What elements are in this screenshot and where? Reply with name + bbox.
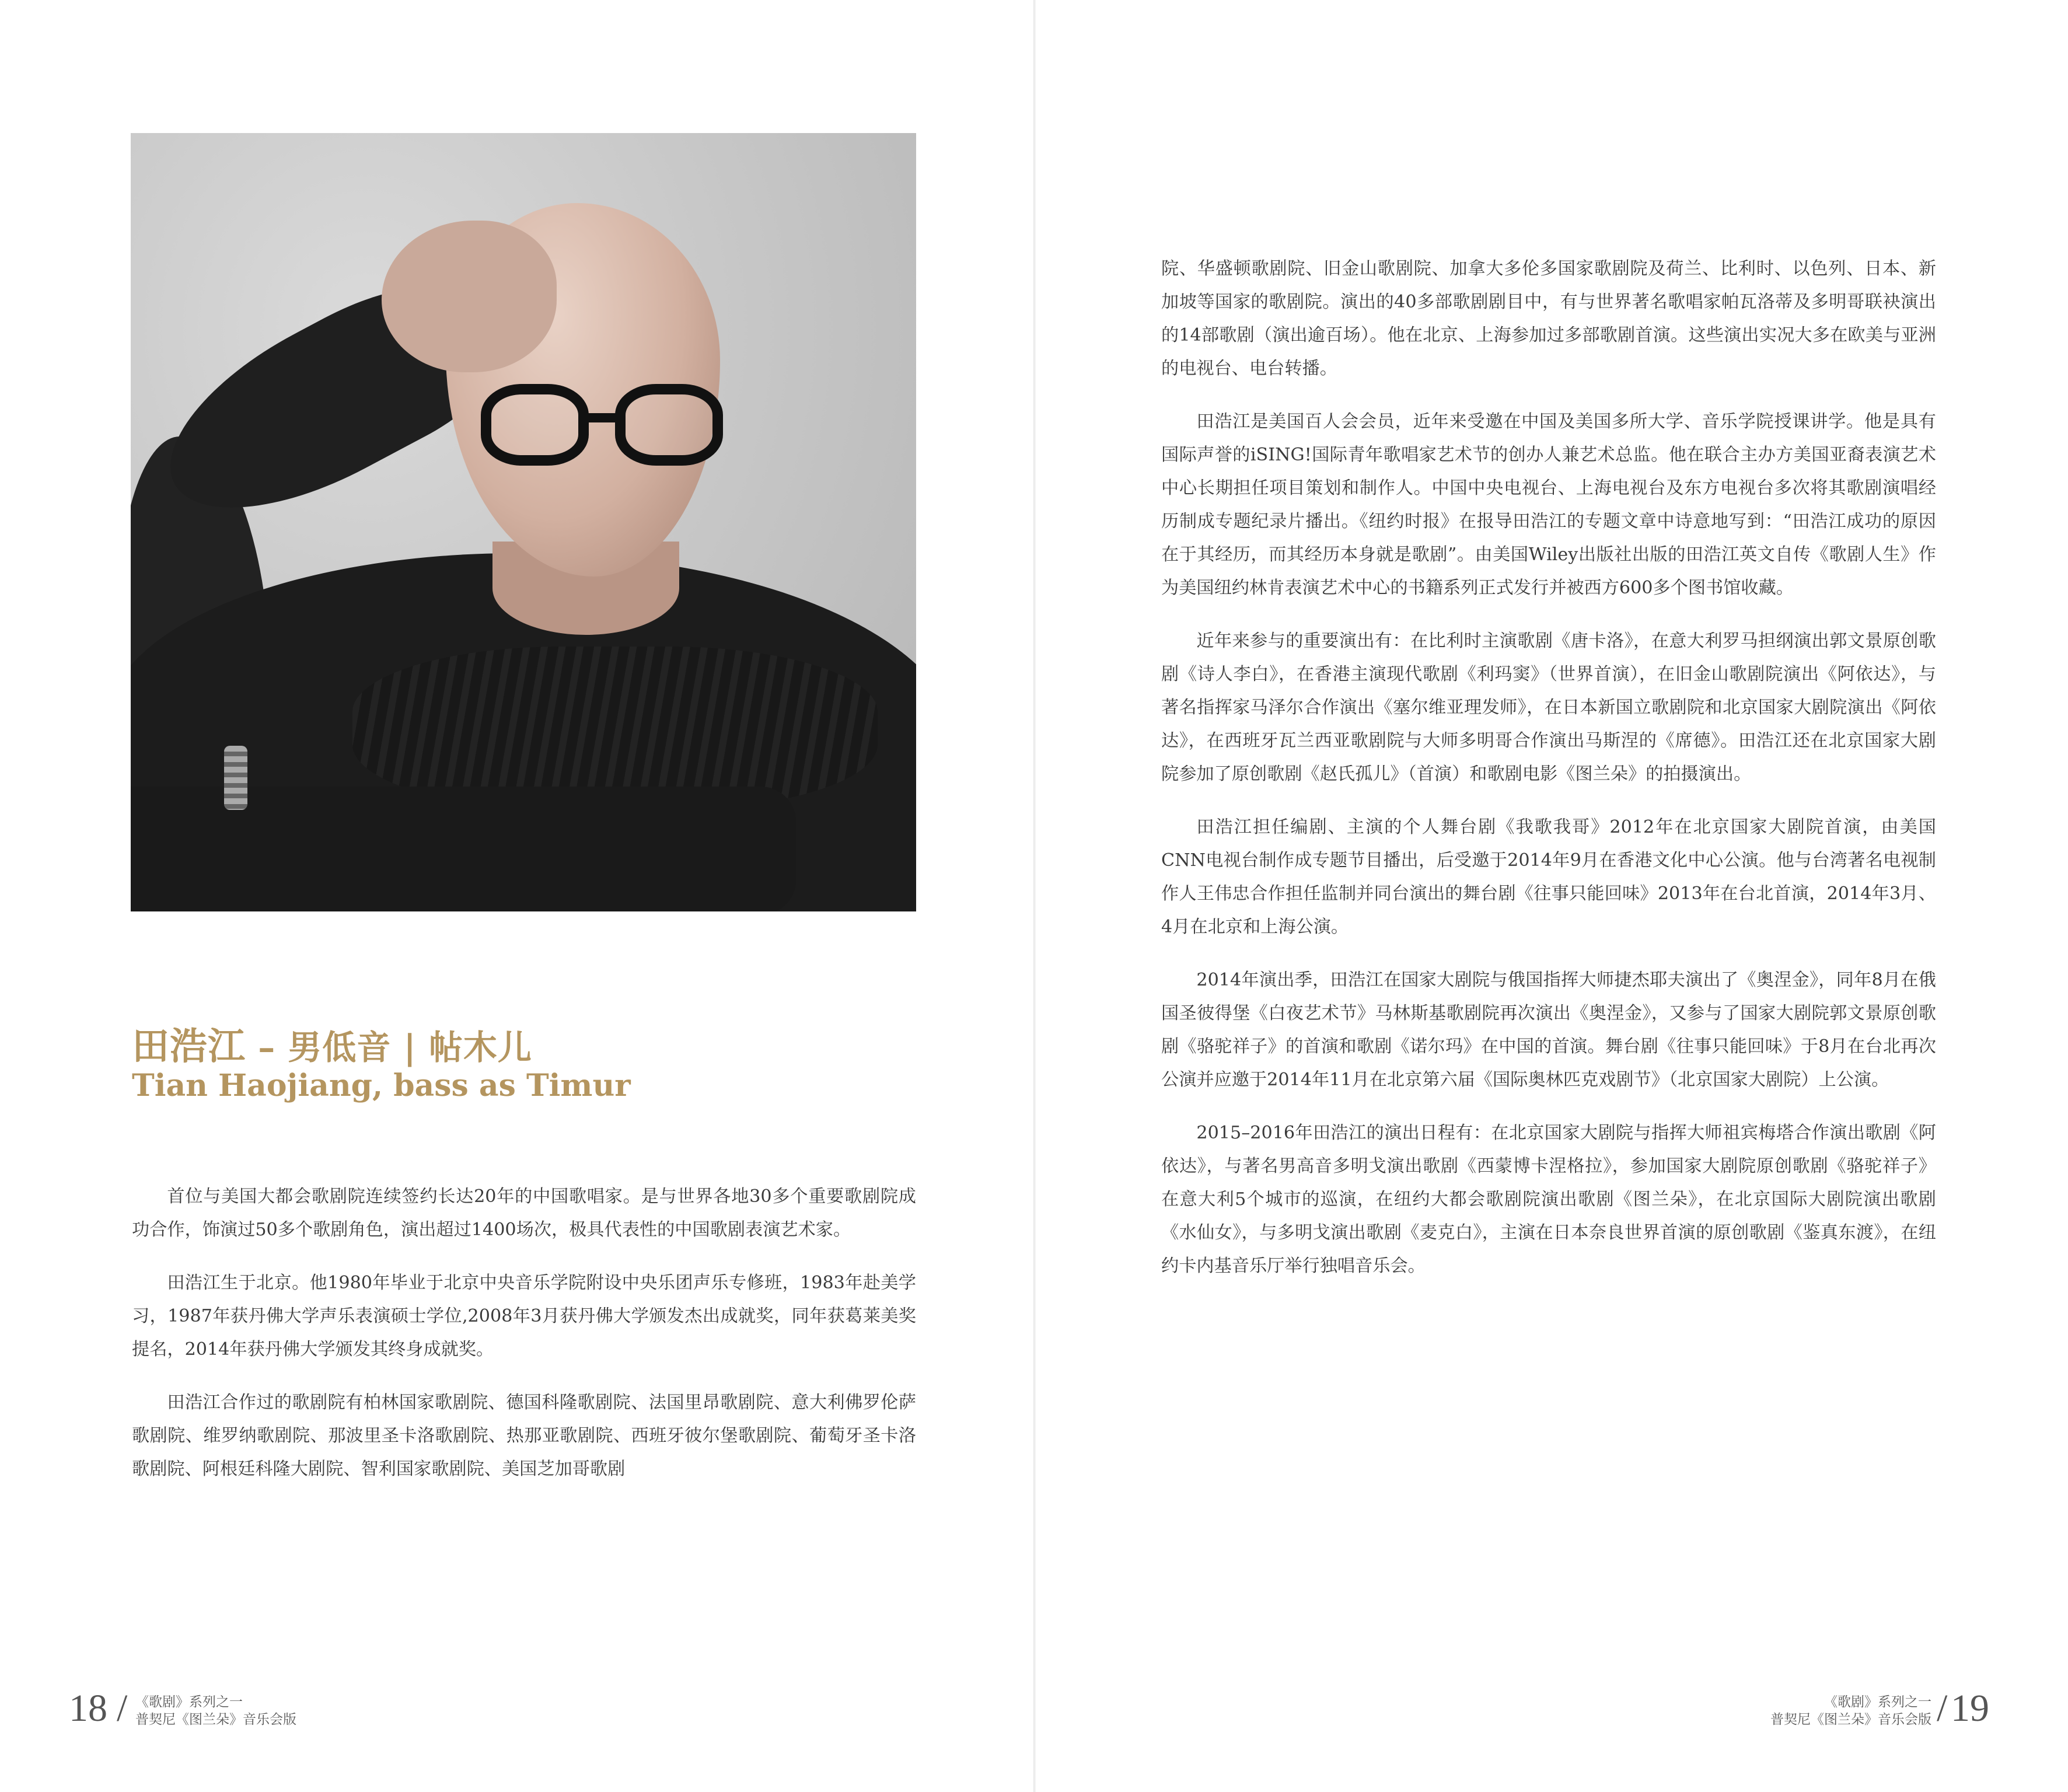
glasses-lens-right <box>615 384 723 466</box>
left-body-text <box>132 1180 916 1505</box>
paragraph: 首位与美国大都会歌剧院连续签约长达20年的中国歌唱家。是与世界各地30多个重要歌剧院成功合作，饰演过50多个歌剧角色，演出超过1400场次，极具代表性的中国歌剧表演艺术家。 <box>132 1186 916 1240</box>
paragraph: 近年来参与的重要演出有：在比利时主演歌剧《唐卡洛》，在意大利罗马担纲演出郭文景原创歌剧《诗人李白》，在香港主演现代歌剧《利玛窦》（世界首演），在旧金山歌剧院演出《阿依达》，与著名指挥家马泽尔合作演出《塞尔维亚理发师》，在日本新国立歌剧院和北京国家大剧院演出《阿依达》，在西班牙瓦兰西亚歌剧院与大师多明哥合作演出马斯涅的《席德》。田浩江还在北京国家大剧院参加了原创歌剧《赵氏孤儿》（首演）和歌剧电影《图兰朵》的拍摄演出。 <box>1161 631 1936 784</box>
footer-divider: / <box>117 1687 128 1730</box>
series-title: 《歌剧》系列之一 <box>1824 1695 1931 1710</box>
series-subtitle: 普契尼《图兰朵》音乐会版 <box>135 1712 296 1727</box>
paragraph: 田浩江是美国百人会会员，近年来受邀在中国及美国多所大学、音乐学院授课讲学。他是具有国际声誉的iSING!国际青年歌唱家艺术节的创办人兼艺术总监。他在联合主办方美国亚裔表演艺术中心长期担任项目策划和制作人。中国中央电视台、上海电视台及东方电视台多次将其歌剧演唱经历制成专题纪录片播出。《纽约时报》在报导田浩江的专题文章中诗意地写到：“田浩江成功的原因在于其经历，而其经历本身就是歌剧”。由美国Wiley出版社出版的田浩江英文自传《歌剧人生》作为美国纽约林肯表演艺术中心的书籍系列正式发行并被西方600多个图书馆收藏。 <box>1161 411 1936 598</box>
page-number: 18 <box>69 1687 107 1730</box>
photo-hand-shape <box>382 221 557 372</box>
artist-heading-cn <box>132 1016 532 1070</box>
artist-name-cn: 田浩江 <box>132 1025 246 1068</box>
series-subtitle: 普契尼《图兰朵》音乐会版 <box>1770 1712 1931 1727</box>
artist-heading-en: Tian Haojiang, bass as Timur <box>132 1068 631 1103</box>
paragraph: 2014年演出季，田浩江在国家大剧院与俄国指挥大师捷杰耶夫演出了《奥涅金》，同年8月在俄国圣彼得堡《白夜艺术节》马林斯基歌剧院再次演出《奥涅金》，又参与了国家大剧院郭文景原创歌剧《骆驼祥子》的首演和歌剧《诺尔玛》在中国的首演。舞台剧《往事只能回味》于8月在台北再次公演并应邀于2014年11月在北京第六届《国际奥林匹克戏剧节》（北京国家大剧院）上公演。 <box>1161 970 1936 1090</box>
artist-role-cn: – 男低音 | 帖木儿 <box>246 1028 532 1067</box>
paragraph: 田浩江合作过的歌剧院有柏林国家歌剧院、德国科隆歌剧院、法国里昂歌剧院、意大利佛罗伦萨歌剧院、维罗纳歌剧院、那波里圣卡洛歌剧院、热那亚歌剧院、西班牙彼尔堡歌剧院、葡萄牙圣卡洛歌剧院、阿根廷科隆大剧院、智利国家歌剧院、美国芝加哥歌剧 <box>132 1392 916 1479</box>
page-number: 19 <box>1951 1687 1989 1730</box>
right-page <box>1036 0 2068 1792</box>
photo-shirt-texture <box>352 647 878 810</box>
series-title: 《歌剧》系列之一 <box>135 1695 243 1710</box>
photo-bracelet-shape <box>224 746 247 810</box>
series-caption <box>135 1693 296 1728</box>
portrait-photo <box>131 133 916 911</box>
paragraph: 田浩江担任编剧、主演的个人舞台剧《我歌我哥》2012年在北京国家大剧院首演，由美国CNN电视台制作成专题节目播出，后受邀于2014年9月在香港文化中心公演。他与台湾著名电视制作人王伟忠合作担任监制并同台演出的舞台剧《往事只能回味》2013年在台北首演，2014年3月、4月在北京和上海公演。 <box>1161 817 1936 937</box>
paragraph: 2015–2016年田浩江的演出日程有：在北京国家大剧院与指挥大师祖宾梅塔合作演出歌剧《阿依达》，与著名男高音多明戈演出歌剧《西蒙博卡涅格拉》，参加国家大剧院原创歌剧《骆驼祥子》在意大利5个城市的巡演，在纽约大都会歌剧院演出歌剧《图兰朵》，在北京国际大剧院演出歌剧《水仙女》，与多明戈演出歌剧《麦克白》，主演在日本奈良世界首演的原创歌剧《鉴真东渡》，在纽约卡内基音乐厅举行独唱音乐会。 <box>1161 1123 1936 1276</box>
paragraph: 院、华盛顿歌剧院、旧金山歌剧院、加拿大多伦多国家歌剧院及荷兰、比利时、以色列、日本、新加坡等国家的歌剧院。演出的40多部歌剧剧目中，有与世界著名歌唱家帕瓦洛蒂及多明哥联袂演出的14部歌剧（演出逾百场）。他在北京、上海参加过多部歌剧首演。这些演出实况大多在欧美与亚洲的电视台、电台转播。 <box>1161 259 1936 379</box>
paragraph: 田浩江生于北京。他1980年毕业于北京中央音乐学院附设中央乐团声乐专修班，1983年赴美学习，1987年获丹佛大学声乐表演硕士学位,2008年3月获丹佛大学颁发杰出成就奖，同年获葛莱美奖提名，2014年获丹佛大学颁发其终身成就奖。 <box>132 1273 916 1360</box>
footer-divider: / <box>1937 1687 1948 1730</box>
series-caption <box>1756 1693 1931 1728</box>
right-body-text <box>1161 252 1936 1302</box>
photo-glasses-shape <box>481 384 738 471</box>
glasses-lens-left <box>481 384 589 466</box>
left-page <box>0 0 1033 1792</box>
